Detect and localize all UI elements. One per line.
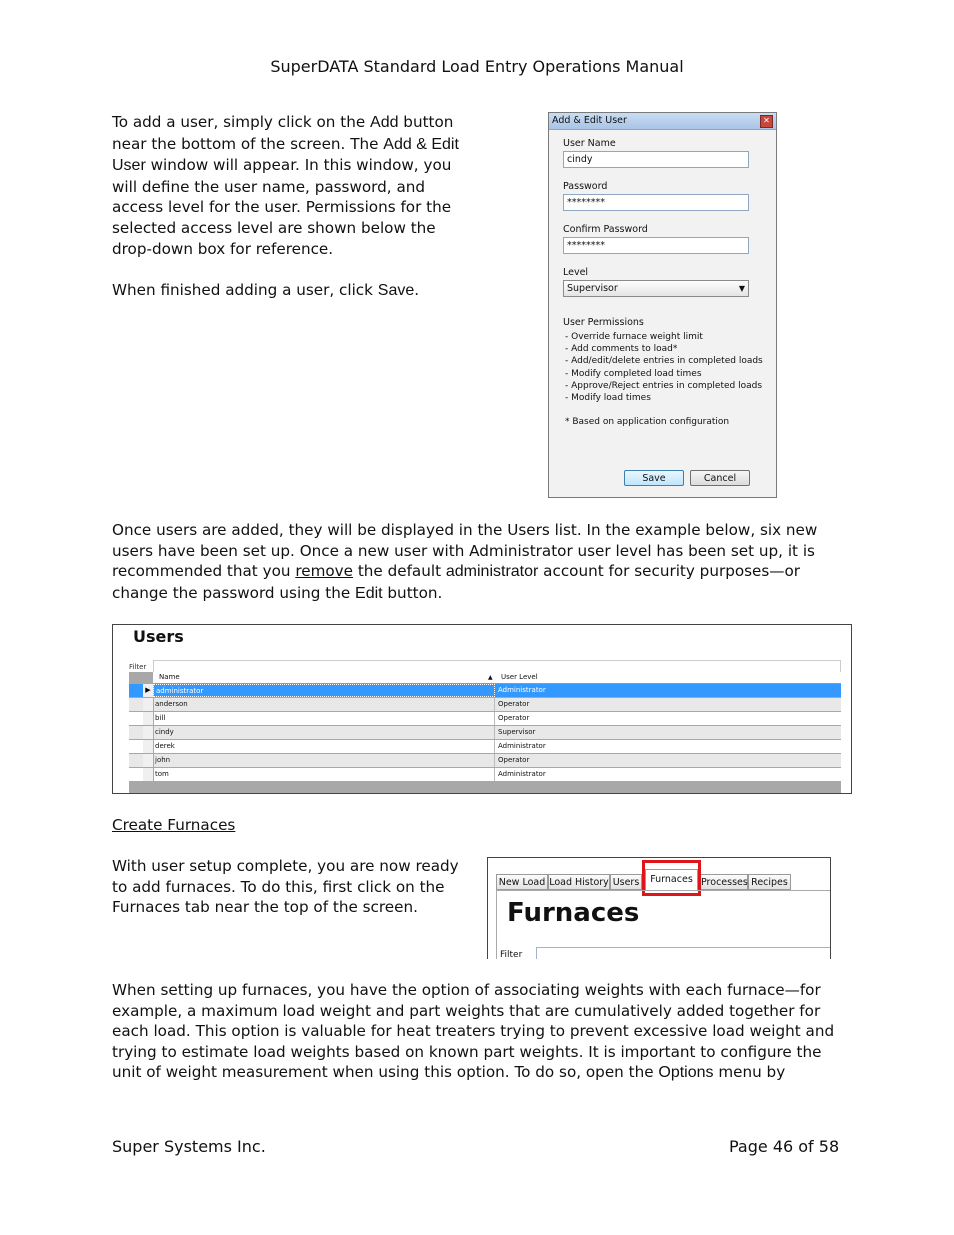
cell-name: tom xyxy=(153,768,495,781)
text: button. xyxy=(382,583,443,602)
cell-level: Operator xyxy=(498,756,530,764)
weights-paragraph xyxy=(112,980,842,1084)
text: When finished adding a user, click xyxy=(112,280,378,299)
remove-emphasis: remove xyxy=(295,562,353,581)
add-keyword: Add xyxy=(370,114,399,131)
text: near the bottom of the screen. The xyxy=(112,134,384,153)
cancel-button[interactable]: Cancel xyxy=(690,470,750,486)
filter-label: Filter xyxy=(500,950,523,959)
tab-load-history[interactable]: Load History xyxy=(548,874,610,890)
close-icon[interactable]: ✕ xyxy=(760,115,773,128)
confirm-password-field[interactable]: ******** xyxy=(563,237,749,254)
tab-users[interactable]: Users xyxy=(610,874,642,890)
text: access level for the user. Permissions for the xyxy=(112,198,452,217)
cell-level: Supervisor xyxy=(498,728,536,736)
table-row[interactable] xyxy=(129,768,841,781)
permissions-list xyxy=(565,331,763,428)
user-name-label: User Name xyxy=(563,138,616,149)
filter-label: Filter xyxy=(129,663,147,671)
create-furnaces-paragraph xyxy=(112,856,472,918)
save-button[interactable]: Save xyxy=(624,470,684,486)
user-permissions-label: User Permissions xyxy=(563,317,644,328)
tab-recipes[interactable]: Recipes xyxy=(748,874,791,890)
grid-header xyxy=(153,672,841,684)
permissions-footnote: * Based on application configuration xyxy=(565,417,730,428)
tab-processes[interactable]: Processes xyxy=(700,874,748,890)
table-row[interactable] xyxy=(129,698,841,711)
permission-item: - Add comments to load* xyxy=(565,344,678,355)
column-header-name[interactable]: Name xyxy=(159,673,180,681)
furnaces-title: Furnaces xyxy=(507,898,640,928)
page-header-title: SuperDATA Standard Load Entry Operations Manual xyxy=(270,57,684,76)
dialog-titlebar xyxy=(549,113,776,130)
text: to add furnaces. To do this, first click on the xyxy=(112,877,445,896)
level-label: Level xyxy=(563,267,589,278)
permission-item: - Modify completed load times xyxy=(565,368,702,379)
cell-level: Operator xyxy=(498,714,530,722)
administrator-keyword: administrator xyxy=(445,563,539,581)
row-selector-icon: ▶ xyxy=(143,684,154,697)
text: With user setup complete, you are now ready xyxy=(112,857,459,875)
cell-name: cindy xyxy=(153,726,495,739)
text: selected access level are shown below the xyxy=(112,218,436,237)
password-field[interactable]: ******** xyxy=(563,194,749,211)
text: When setting up furnaces, you have the option of associating weights with each furnace—for xyxy=(112,981,821,999)
text: will define the user name, password, and xyxy=(112,177,426,196)
text: example, a maximum load weight and part weights that are cumulatively added together for xyxy=(112,1001,821,1020)
table-row[interactable] xyxy=(129,712,841,725)
text: . xyxy=(414,280,420,299)
intro-paragraph xyxy=(112,112,472,301)
level-dropdown[interactable] xyxy=(563,280,749,297)
cell-level: Administrator xyxy=(498,742,546,750)
permission-item: - Override furnace weight limit xyxy=(565,332,703,342)
user-name-field[interactable]: cindy xyxy=(563,151,749,168)
footer-page-number: Page 46 of 58 xyxy=(729,1137,840,1156)
permission-item: - Modify load times xyxy=(565,393,651,404)
tab-furnaces[interactable]: Furnaces xyxy=(645,869,698,891)
text: menu by xyxy=(713,1063,786,1082)
users-title: Users xyxy=(133,627,184,646)
table-row[interactable] xyxy=(129,740,841,753)
text: drop-down box for reference. xyxy=(112,239,334,258)
text: users have been set up. Once a new user with Administrator user level has been set up, it is xyxy=(112,541,815,560)
footer-company: Super Systems Inc. xyxy=(112,1137,266,1156)
table-row[interactable] xyxy=(129,684,841,697)
cell-name: administrator xyxy=(153,684,495,697)
text: To add a user, simply click on the xyxy=(112,113,371,131)
filter-input[interactable] xyxy=(536,947,831,959)
dialog-title: Add & Edit User xyxy=(552,115,627,126)
add-edit-user-dialog xyxy=(548,112,777,498)
users-list-screenshot xyxy=(112,624,852,794)
text: change the password using the xyxy=(112,583,356,602)
users-grid xyxy=(129,672,841,793)
text: window will appear. In this window, you xyxy=(145,156,452,175)
cell-level: Operator xyxy=(498,700,530,708)
text: account for security purposes—or xyxy=(538,562,801,581)
edit-keyword: Edit xyxy=(355,584,383,602)
user-keyword: User xyxy=(112,157,146,175)
sort-asc-icon: ▲ xyxy=(488,674,493,681)
password-label: Password xyxy=(563,181,608,192)
table-row[interactable] xyxy=(129,754,841,767)
cell-name: derek xyxy=(153,740,495,753)
furnaces-tab-screenshot xyxy=(487,857,831,959)
text: Once users are added, they will be displayed in the Users list. In the example below, six new xyxy=(112,521,818,539)
permission-item: - Add/edit/delete entries in completed loads xyxy=(565,356,763,367)
cell-name: anderson xyxy=(153,698,495,711)
text: button xyxy=(398,113,454,131)
add-edit-keyword: Add & Edit xyxy=(383,135,459,153)
cell-level: Administrator xyxy=(498,686,546,694)
confirm-password-label: Confirm Password xyxy=(563,224,648,235)
cell-level: Administrator xyxy=(498,770,546,778)
cell-name: john xyxy=(153,754,495,767)
cell-name: bill xyxy=(153,712,495,725)
level-value: Supervisor xyxy=(567,283,618,294)
users-paragraph xyxy=(112,520,842,604)
save-keyword: Save xyxy=(377,281,415,299)
text: unit of weight measurement when using this option. To do so, open the xyxy=(112,1063,659,1082)
column-header-level[interactable]: User Level xyxy=(501,673,538,681)
tab-new-load[interactable]: New Load xyxy=(496,874,548,890)
permission-item: - Approve/Reject entries in completed loads xyxy=(565,380,763,391)
options-keyword: Options xyxy=(658,1064,714,1082)
chevron-down-icon: ▼ xyxy=(738,284,745,293)
text: the default xyxy=(353,562,446,581)
create-furnaces-heading: Create Furnaces xyxy=(112,816,236,834)
text: trying to estimate load weights based on known part weights. It is important to configure the xyxy=(112,1042,822,1061)
text: recommended that you xyxy=(112,562,296,581)
text: each load. This option is valuable for heat treaters trying to prevent excessive load weight and xyxy=(112,1022,835,1041)
text: Furnaces tab near the top of the screen. xyxy=(112,898,418,917)
table-row[interactable] xyxy=(129,726,841,739)
